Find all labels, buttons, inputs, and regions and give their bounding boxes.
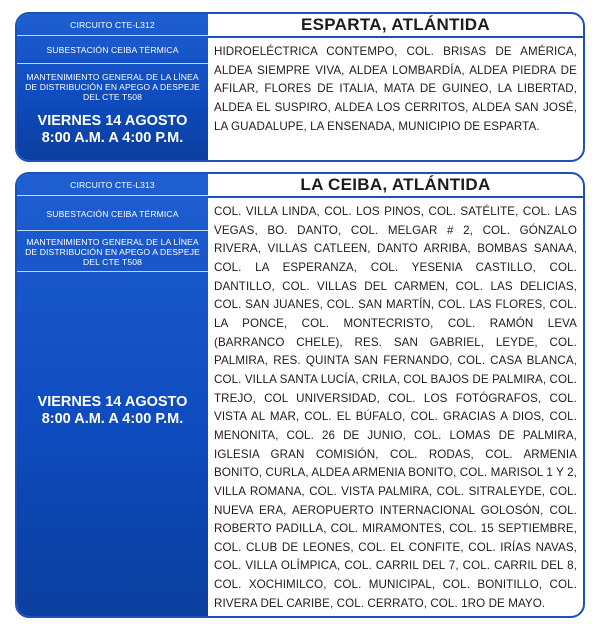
outage-card-la-ceiba [15, 172, 585, 618]
outage-time: 8:00 A.M. A 4:00 P.M. [41, 411, 184, 427]
outage-time: 8:00 A.M. A 4:00 P.M. [41, 130, 184, 146]
location-title: ESPARTA, ATLÁNTIDA [208, 14, 583, 38]
card-info-panel [17, 14, 208, 160]
substation-label: SUBESTACIÓN CEIBA TÉRMICA [17, 197, 208, 231]
affected-areas: HIDROELÉCTRICA CONTEMPO, COL. BRISAS DE AMÉRICA, ALDEA SIEMPRE VIVA, ALDEA LOMBARDÍA, ALDEA PIEDRA DE AFILAR, FLORES DE ITALIA, MATA DE GUINEO, LA LIBERTAD, ALDEA EL SUSPIRO, ALDEA LOS CERRITOS, ALDEA SAN JOSÉ, LA GUADALUPE, LA ENSENADA, MUNICIPIO DE ESPARTA. [214, 45, 577, 133]
location-title: LA CEIBA, ATLÁNTIDA [208, 174, 583, 198]
outage-date: VIERNES 14 AGOSTO [37, 394, 188, 410]
card-info-panel [17, 174, 208, 616]
substation-label: SUBESTACIÓN CEIBA TÉRMICA [17, 37, 208, 64]
card-content [208, 14, 583, 160]
circuit-label: CIRCUITO CTE-L312 [17, 14, 208, 36]
outage-date: VIERNES 14 AGOSTO [37, 113, 188, 129]
card-content [208, 174, 583, 616]
maintenance-description: MANTENIMIENTO GENERAL DE LA LÍNEA DE DISTRIBUCIÓN EN APEGO A DESPEJE DEL CTE T508 [17, 232, 208, 272]
outage-card-esparta [15, 12, 585, 162]
maintenance-description: MANTENIMIENTO GENERAL DE LA LÍNEA DE DISTRIBUCIÓN EN APEGO A DESPEJE DEL CTE T508 [25, 72, 200, 102]
affected-areas: COL. VILLA LINDA, COL. LOS PINOS, COL. SATÉLITE, COL. LAS VEGAS, BO. DANTO, COL. MELGAR # 2, COL. GÓNZALO RIVERA, VILLAS CATLEEN, DANTO ARRIBA, BOMBAS SANAA, COL. LA ESPERANZA, COL. YESENIA CASTILLO, COL. DANTILLO, COL. VILLAS DEL CARMEN, COL. LAS DELICIAS, COL. SAN JUANES, COL. SAN MARTÍN, COL. LAS FLORES, COL. LA PONCE, COL. MONTECRISTO, COL. RAMÓN LEVA (BARRANCO CHELE), RES. SAN GABRIEL, LEYDE, COL. PALMIRA, RES. QUINTA SAN FERNANDO, COL. CASA BLANCA, COL. VILLA SANTA LUCÍA, CRILA, COL BAJOS DE PALMIRA, COL. TREJO, COL UNIVERSIDAD, COL. LOS FOTÓGRAFOS, COL. VISTA AL MAR, COL. EL BÚFALO, COL. GRACIAS A DIOS, COL. MENONITA, COL. 26 DE JUNIO, COL. LOMAS DE PALMIRA, IGLESIA GRAN COMISIÓN, COL. RODAS, COL. ARMENIA BONITO, CURLA, ALDEA ARMENIA BONITO, COL. MARISOL 1 Y 2, VILLA ROMANA, COL. VISTA PALMIRA, COL. SITRALEYDE, COL. NUEVA ERA, AEROPUERTO INTERNACIONAL GOLOSÓN, COL. ROBERTO PADILLA, COL. MIRAMONTES, COL. 15 SEPTIEMBRE, COL. CLUB DE LEONES, COL. EL CONFITE, COL. IRÍAS NAVAS, COL. VILLA OLÍMPICA, COL. CARRIL DEL 7, COL. CARRIL DEL 8, COL. XOCHIMILCO, COL. MUNICIPAL, COL. BONITILLO, COL. RIVERA DEL CARIBE, COL. CERRATO, COL. 1RO DE MAYO. [214, 205, 577, 610]
circuit-label: CIRCUITO CTE-L313 [17, 174, 208, 196]
